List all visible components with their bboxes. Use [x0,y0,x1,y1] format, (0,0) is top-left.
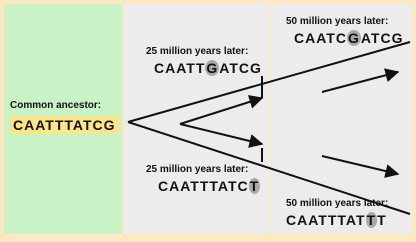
arrow-bottom-50 [322,156,398,174]
ancestor-label: Common ancestor: [10,100,102,111]
top-50-sequence [294,30,403,46]
top-25-prefix: CAATT [154,60,206,76]
top-25-label: 25 million years later: [146,46,249,57]
bottom-50-sequence [286,212,387,228]
top-25-mutation: G [206,60,219,76]
ancestor-sequence: CAATTTATCG [10,116,119,134]
bottom-50-prefix: CAATTTAT [286,212,366,228]
bottom-50-label: 50 million years later: [286,198,389,209]
bottom-50-mutation: T [366,212,377,228]
top-25-suffix: ATCG [219,60,262,76]
bottom-25-mutation: T [249,178,260,194]
bottom-25-sequence [158,178,260,194]
bottom-50-suffix: T [377,212,387,228]
top-25-sequence [154,60,262,76]
arrow-top-25 [180,98,262,124]
bottom-25-label: 25 million years later: [146,164,249,175]
top-50-mutation: G [347,30,360,46]
arrow-bottom-25 [180,124,262,144]
bottom-25-prefix: CAATTTATC [158,178,249,194]
top-50-suffix: ATCG [360,30,404,46]
top-50-label: 50 million years later: [286,16,389,27]
arrow-top-50 [322,72,398,92]
top-50-prefix: CAATC [294,30,347,46]
